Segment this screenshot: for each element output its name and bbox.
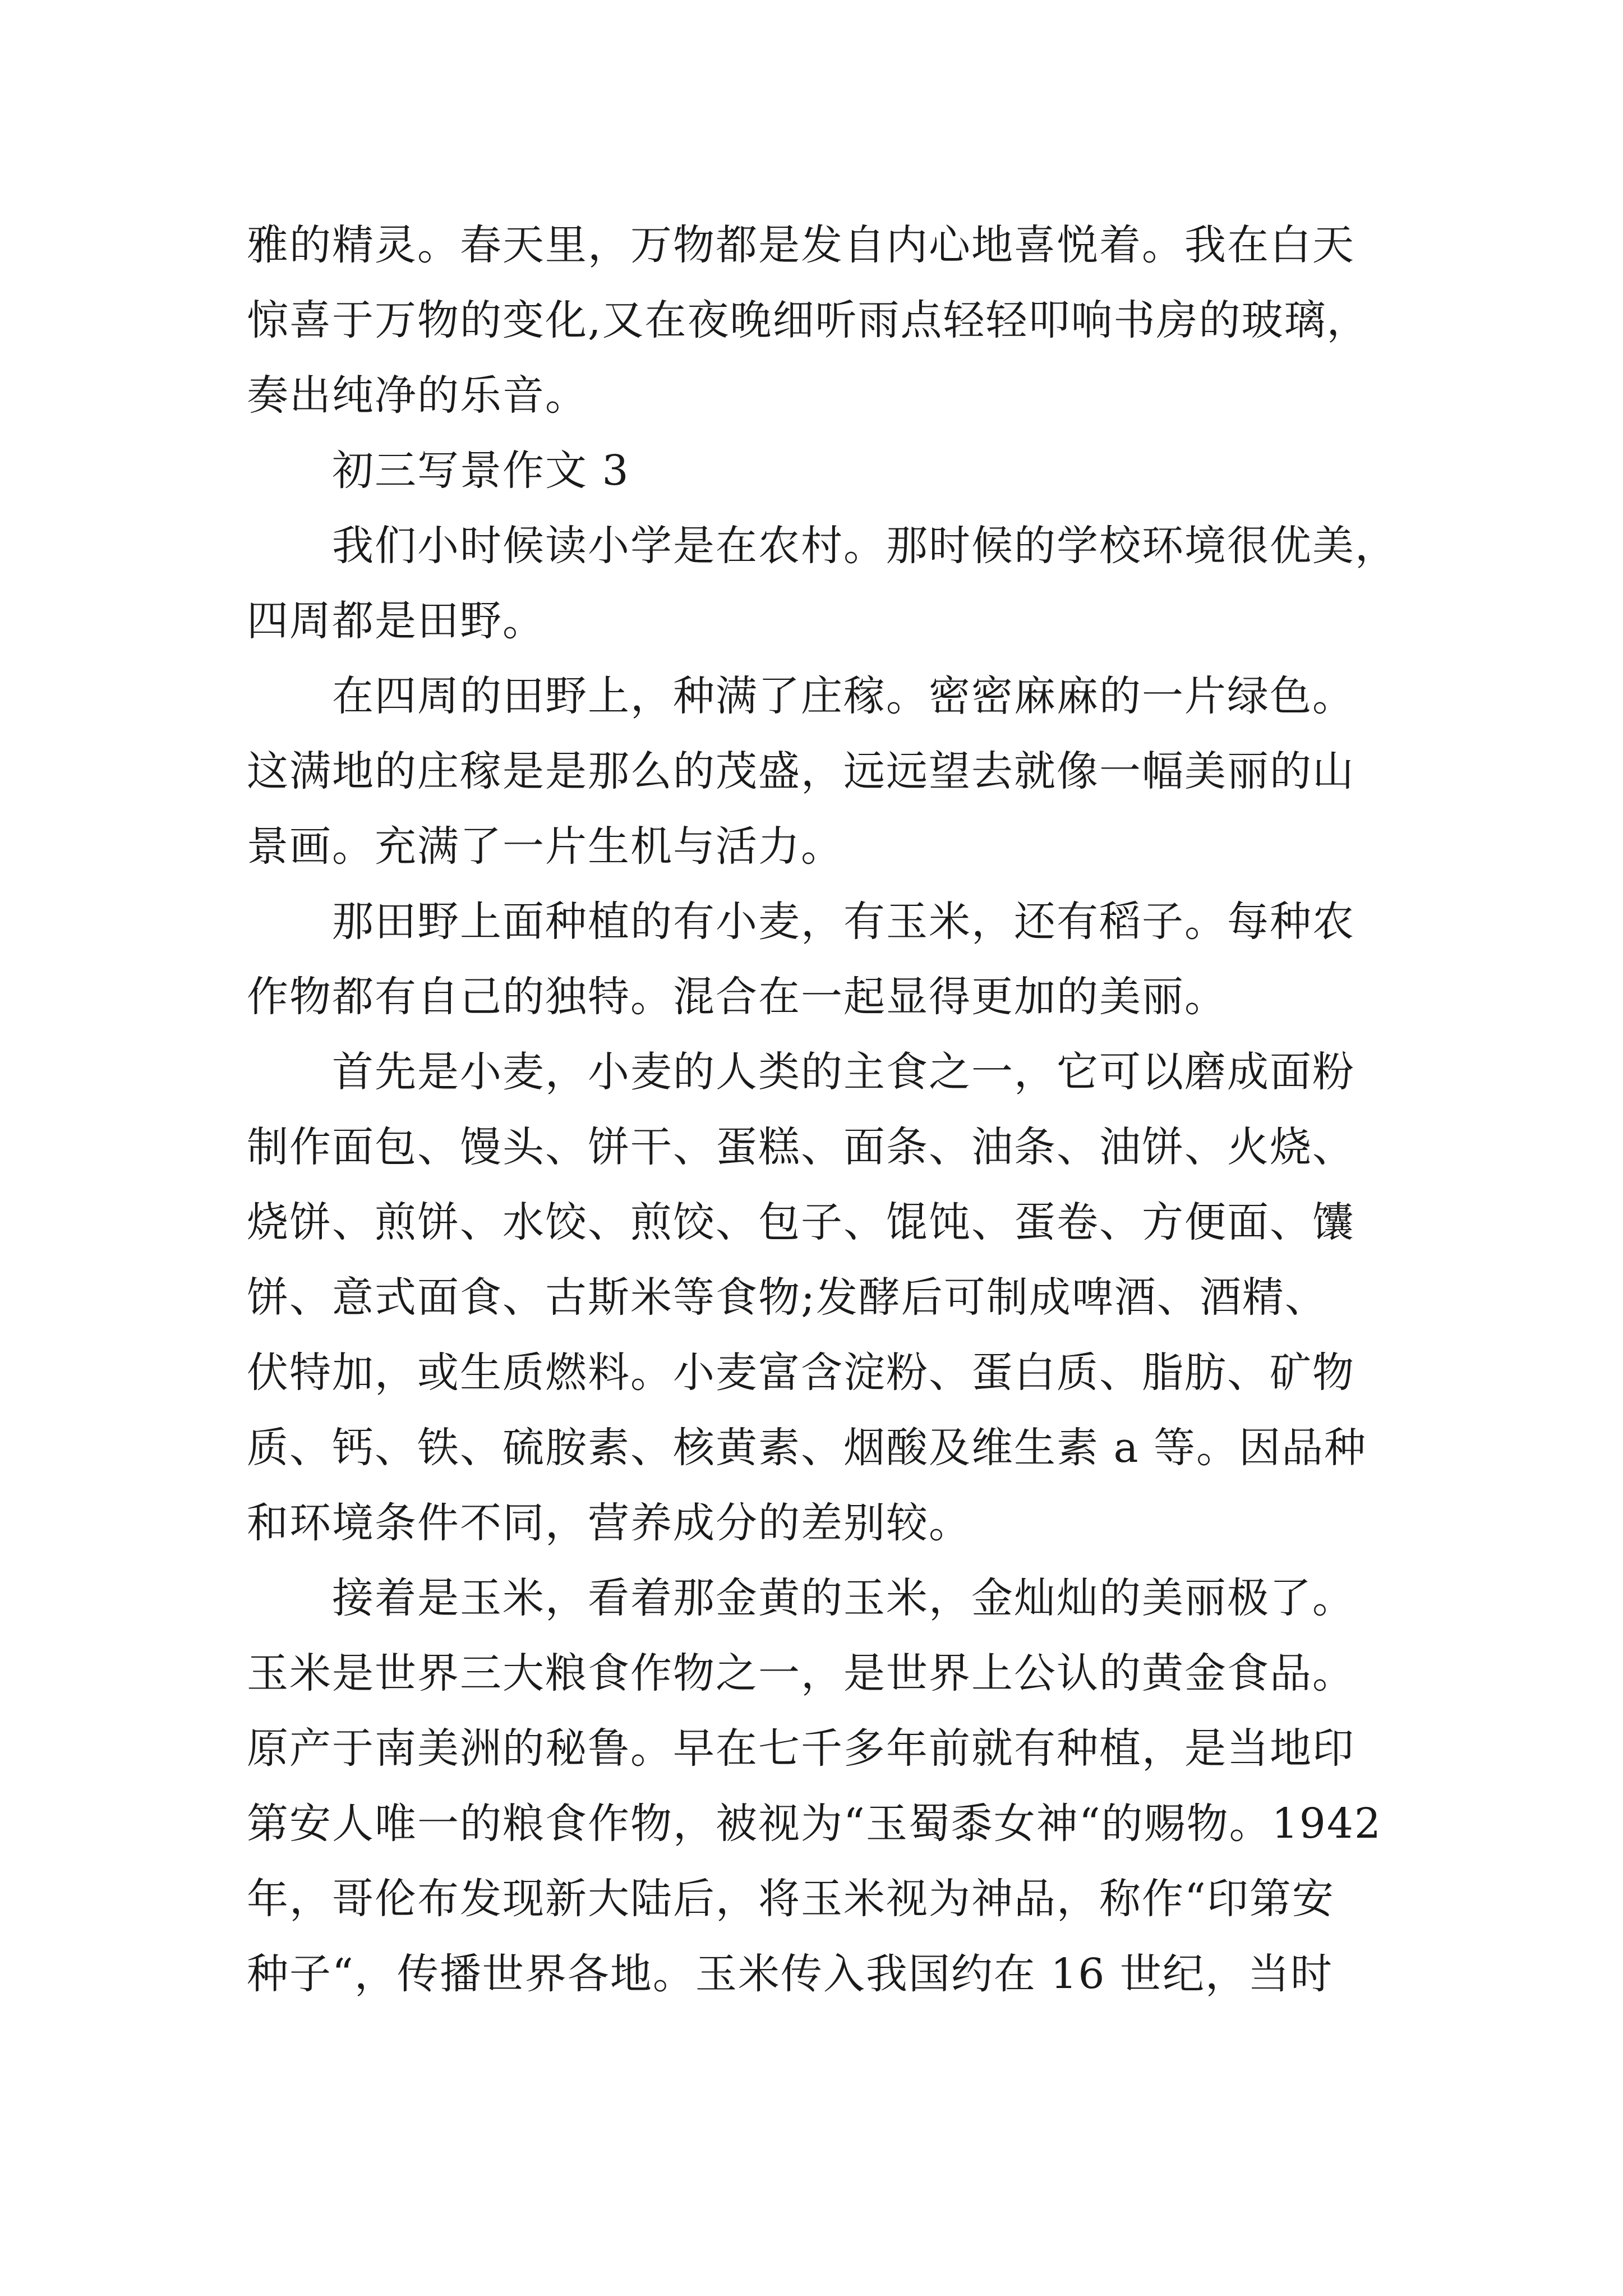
essay-text [247, 208, 1398, 2012]
text-line: 景画。充满了一片生机与活力。 [247, 822, 843, 871]
text-line: 我们小时候读小学是在农村。那时候的学校环境很优美， [332, 522, 1398, 570]
text-line: 伏特加，或生质燃料。小麦富含淀粉、蛋白质、脂肪、矿物 [247, 1349, 1355, 1397]
text-line: 在四周的田野上，种满了庄稼。密密麻麻的一片绿色。 [332, 672, 1355, 720]
text-line: 制作面包、馒头、饼干、蛋糕、面条、油条、油饼、火烧、 [247, 1123, 1355, 1171]
text-line: 接着是玉米，看着那金黄的玉米，金灿灿的美丽极了。 [332, 1574, 1355, 1622]
text-line: 奏出纯净的乐音。 [247, 371, 588, 420]
text-line: 作物都有自己的独特。混合在一起显得更加的美丽。 [247, 973, 1227, 1021]
text-line: 第安人唯一的粮食作物，被视为“玉蜀黍女神“的赐物。1942 [247, 1800, 1382, 1848]
text-line: 和环境条件不同，营养成分的差别较。 [247, 1499, 971, 1547]
section-heading: 初三写景作文 3 [332, 447, 630, 495]
text-line: 饼、意式面食、古斯米等食物;发酵后可制成啤酒、酒精、 [247, 1273, 1327, 1322]
text-line: 惊喜于万物的变化,又在夜晚细听雨点轻轻叩响书房的玻璃， [247, 296, 1370, 344]
text-line: 年，哥伦布发现新大陆后，将玉米视为神品，称作“印第安 [247, 1875, 1335, 1923]
text-line: 原产于南美洲的秘鲁。早在七千多年前就有种植，是当地印 [247, 1724, 1355, 1773]
text-line: 首先是小麦，小麦的人类的主食之一，它可以磨成面粉 [332, 1048, 1355, 1096]
text-line: 质、钙、铁、硫胺素、核黄素、烟酸及维生素 a 等。因品种 [247, 1424, 1367, 1472]
text-line: 雅的精灵。春天里，万物都是发自内心地喜悦着。我在白天 [247, 221, 1355, 269]
text-line: 那田野上面种植的有小麦，有玉米，还有稻子。每种农 [332, 898, 1355, 946]
text-line: 四周都是田野。 [247, 597, 545, 645]
text-line: 烧饼、煎饼、水饺、煎饺、包子、馄饨、蛋卷、方便面、馕 [247, 1198, 1355, 1246]
text-line: 玉米是世界三大粮食作物之一，是世界上公认的黄金食品。 [247, 1649, 1355, 1697]
text-line: 这满地的庄稼是是那么的茂盛，远远望去就像一幅美丽的山 [247, 747, 1355, 795]
text-line: 种子“，传播世界各地。玉米传入我国约在 16 世纪，当时 [247, 1950, 1334, 1998]
